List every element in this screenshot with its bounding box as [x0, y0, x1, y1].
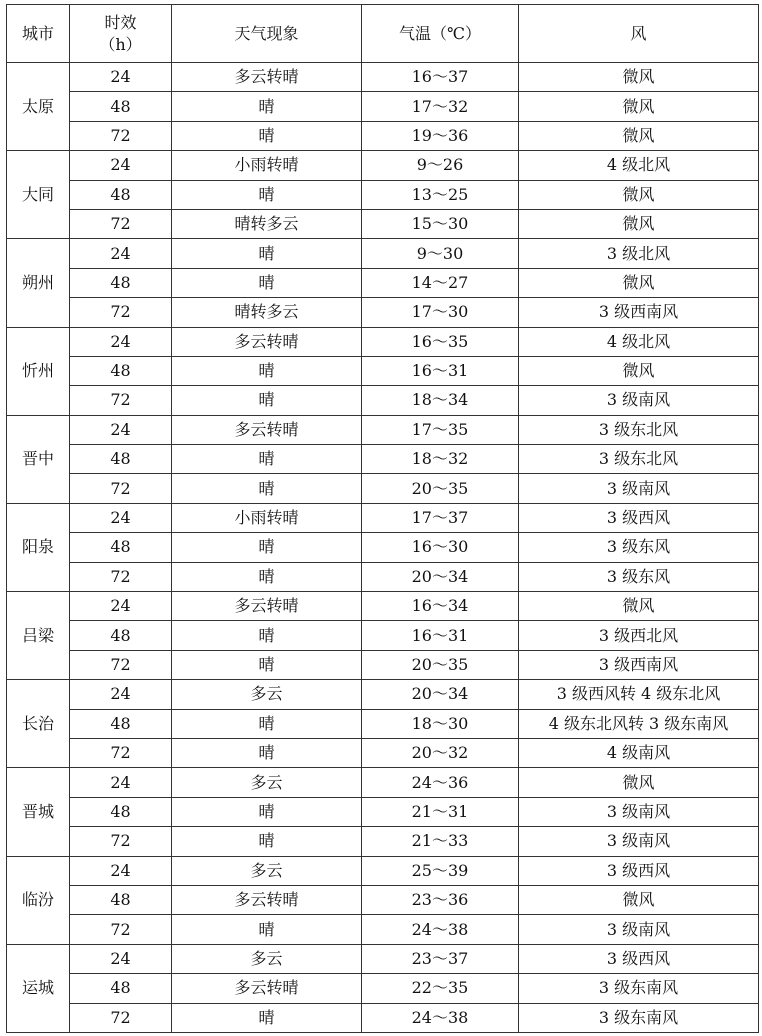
city-name-cell: 运城 — [7, 944, 70, 1032]
table-row — [7, 650, 759, 679]
weather-cell: 晴 — [172, 621, 362, 650]
time-cell: 72 — [70, 121, 172, 150]
table-row — [7, 797, 759, 826]
city-name-cell: 太原 — [7, 63, 70, 151]
table-row — [7, 327, 759, 356]
weather-cell: 多云转晴 — [172, 327, 362, 356]
wind-cell: 3 级东北风 — [519, 415, 759, 444]
temp-cell: 20～34 — [362, 680, 519, 709]
city-name-cell: 忻州 — [7, 327, 70, 415]
temp-cell: 16～37 — [362, 63, 519, 92]
table-row — [7, 121, 759, 150]
temp-cell: 20～35 — [362, 650, 519, 679]
wind-cell: 微风 — [519, 356, 759, 385]
table-row — [7, 533, 759, 562]
weather-cell: 多云 — [172, 680, 362, 709]
table-row — [7, 503, 759, 532]
temp-cell: 18～34 — [362, 386, 519, 415]
table-row — [7, 415, 759, 444]
temp-cell: 20～35 — [362, 474, 519, 503]
wind-cell: 3 级南风 — [519, 827, 759, 856]
city-name-cell: 晋中 — [7, 415, 70, 503]
temp-cell: 18～32 — [362, 445, 519, 474]
table-header — [7, 5, 759, 63]
header-weather: 天气现象 — [172, 5, 362, 63]
temp-cell: 23～37 — [362, 944, 519, 973]
time-cell: 24 — [70, 63, 172, 92]
time-cell: 72 — [70, 915, 172, 944]
time-cell: 24 — [70, 239, 172, 268]
temp-cell: 16～34 — [362, 592, 519, 621]
weather-cell: 晴 — [172, 386, 362, 415]
table-row — [7, 885, 759, 914]
wind-cell: 3 级东南风 — [519, 974, 759, 1003]
weather-cell: 晴 — [172, 121, 362, 150]
wind-cell: 3 级南风 — [519, 386, 759, 415]
time-cell: 24 — [70, 503, 172, 532]
time-cell: 24 — [70, 768, 172, 797]
temp-cell: 18～30 — [362, 709, 519, 738]
temp-cell: 17～32 — [362, 92, 519, 121]
time-cell: 72 — [70, 827, 172, 856]
wind-cell: 3 级西风 — [519, 944, 759, 973]
wind-cell: 3 级东北风 — [519, 445, 759, 474]
table-row — [7, 151, 759, 180]
time-cell: 72 — [70, 650, 172, 679]
wind-cell: 3 级西风 — [519, 503, 759, 532]
wind-cell: 3 级东南风 — [519, 1003, 759, 1032]
header-city: 城市 — [7, 5, 70, 63]
time-cell: 48 — [70, 709, 172, 738]
weather-cell: 晴 — [172, 650, 362, 679]
time-cell: 24 — [70, 592, 172, 621]
wind-cell: 微风 — [519, 209, 759, 238]
table-row — [7, 738, 759, 767]
temp-cell: 22～35 — [362, 974, 519, 1003]
wind-cell: 微风 — [519, 768, 759, 797]
wind-cell: 3 级南风 — [519, 797, 759, 826]
temp-cell: 20～34 — [362, 562, 519, 591]
table-row — [7, 856, 759, 885]
table-row — [7, 680, 759, 709]
temp-cell: 20～32 — [362, 738, 519, 767]
weather-cell: 晴 — [172, 915, 362, 944]
table-row — [7, 386, 759, 415]
table-row — [7, 1003, 759, 1032]
weather-cell: 晴 — [172, 92, 362, 121]
city-name-cell: 大同 — [7, 151, 70, 239]
wind-cell: 3 级东风 — [519, 562, 759, 591]
time-cell: 72 — [70, 298, 172, 327]
weather-cell: 晴转多云 — [172, 209, 362, 238]
header-time-line2: （h） — [99, 34, 142, 54]
wind-cell: 微风 — [519, 592, 759, 621]
weather-cell: 晴 — [172, 738, 362, 767]
weather-cell: 晴 — [172, 533, 362, 562]
wind-cell: 微风 — [519, 63, 759, 92]
header-wind: 风 — [519, 5, 759, 63]
time-cell: 48 — [70, 885, 172, 914]
table-body — [7, 63, 759, 1033]
table-row — [7, 915, 759, 944]
city-name-cell: 长治 — [7, 680, 70, 768]
table-row — [7, 445, 759, 474]
time-cell: 72 — [70, 474, 172, 503]
wind-cell: 微风 — [519, 180, 759, 209]
time-cell: 24 — [70, 944, 172, 973]
wind-cell: 3 级西南风 — [519, 650, 759, 679]
time-cell: 24 — [70, 415, 172, 444]
time-cell: 48 — [70, 974, 172, 1003]
temp-cell: 13～25 — [362, 180, 519, 209]
weather-cell: 晴 — [172, 239, 362, 268]
wind-cell: 4 级北风 — [519, 327, 759, 356]
weather-cell: 晴 — [172, 445, 362, 474]
weather-cell: 晴 — [172, 474, 362, 503]
table-row — [7, 356, 759, 385]
city-name-cell: 临汾 — [7, 856, 70, 944]
table-row — [7, 298, 759, 327]
city-name-cell: 朔州 — [7, 239, 70, 327]
wind-cell: 3 级南风 — [519, 915, 759, 944]
weather-cell: 多云转晴 — [172, 974, 362, 1003]
time-cell: 72 — [70, 1003, 172, 1032]
weather-cell: 晴 — [172, 709, 362, 738]
city-name-cell: 吕梁 — [7, 592, 70, 680]
weather-cell: 多云转晴 — [172, 415, 362, 444]
wind-cell: 微风 — [519, 268, 759, 297]
table-row — [7, 180, 759, 209]
time-cell: 72 — [70, 386, 172, 415]
temp-cell: 16～30 — [362, 533, 519, 562]
temp-cell: 25～39 — [362, 856, 519, 885]
temp-cell: 21～31 — [362, 797, 519, 826]
wind-cell: 3 级南风 — [519, 474, 759, 503]
wind-cell: 3 级北风 — [519, 239, 759, 268]
temp-cell: 16～31 — [362, 621, 519, 650]
weather-cell: 多云转晴 — [172, 63, 362, 92]
weather-cell: 晴 — [172, 356, 362, 385]
wind-cell: 微风 — [519, 885, 759, 914]
header-temp: 气温（℃） — [362, 5, 519, 63]
weather-cell: 晴 — [172, 562, 362, 591]
table-row — [7, 709, 759, 738]
time-cell: 72 — [70, 738, 172, 767]
table-row — [7, 592, 759, 621]
header-row — [7, 5, 759, 63]
time-cell: 48 — [70, 445, 172, 474]
time-cell: 72 — [70, 562, 172, 591]
table-row — [7, 621, 759, 650]
weather-cell: 多云 — [172, 768, 362, 797]
temp-cell: 19～36 — [362, 121, 519, 150]
table-row — [7, 974, 759, 1003]
temp-cell: 17～37 — [362, 503, 519, 532]
time-cell: 48 — [70, 797, 172, 826]
wind-cell: 3 级西风转 4 级东北风 — [519, 680, 759, 709]
weather-cell: 晴 — [172, 827, 362, 856]
table-row — [7, 239, 759, 268]
wind-cell: 微风 — [519, 121, 759, 150]
weather-cell: 晴 — [172, 1003, 362, 1032]
wind-cell: 4 级东北风转 3 级东南风 — [519, 709, 759, 738]
table-row — [7, 474, 759, 503]
temp-cell: 9～30 — [362, 239, 519, 268]
weather-cell: 多云 — [172, 944, 362, 973]
temp-cell: 9～26 — [362, 151, 519, 180]
table-row — [7, 209, 759, 238]
weather-cell: 多云转晴 — [172, 592, 362, 621]
time-cell: 48 — [70, 621, 172, 650]
weather-cell: 晴 — [172, 268, 362, 297]
temp-cell: 23～36 — [362, 885, 519, 914]
temp-cell: 24～38 — [362, 915, 519, 944]
time-cell: 48 — [70, 180, 172, 209]
weather-cell: 晴 — [172, 797, 362, 826]
city-name-cell: 阳泉 — [7, 503, 70, 591]
temp-cell: 17～35 — [362, 415, 519, 444]
wind-cell: 3 级西风 — [519, 856, 759, 885]
wind-cell: 3 级西南风 — [519, 298, 759, 327]
wind-cell: 4 级北风 — [519, 151, 759, 180]
wind-cell: 微风 — [519, 92, 759, 121]
weather-cell: 小雨转晴 — [172, 151, 362, 180]
time-cell: 72 — [70, 209, 172, 238]
forecast-table — [6, 4, 759, 1033]
temp-cell: 14～27 — [362, 268, 519, 297]
time-cell: 48 — [70, 533, 172, 562]
temp-cell: 21～33 — [362, 827, 519, 856]
header-time — [70, 5, 172, 63]
temp-cell: 17～30 — [362, 298, 519, 327]
wind-cell: 3 级西北风 — [519, 621, 759, 650]
weather-cell: 晴 — [172, 180, 362, 209]
temp-cell: 24～38 — [362, 1003, 519, 1032]
temp-cell: 15～30 — [362, 209, 519, 238]
time-cell: 48 — [70, 92, 172, 121]
weather-cell: 多云转晴 — [172, 885, 362, 914]
temp-cell: 16～31 — [362, 356, 519, 385]
time-cell: 48 — [70, 268, 172, 297]
table-row — [7, 768, 759, 797]
city-name-cell: 晋城 — [7, 768, 70, 856]
temp-cell: 16～35 — [362, 327, 519, 356]
time-cell: 48 — [70, 356, 172, 385]
weather-cell: 晴转多云 — [172, 298, 362, 327]
table-row — [7, 268, 759, 297]
time-cell: 24 — [70, 680, 172, 709]
weather-cell: 小雨转晴 — [172, 503, 362, 532]
wind-cell: 3 级东风 — [519, 533, 759, 562]
table-row — [7, 562, 759, 591]
time-cell: 24 — [70, 856, 172, 885]
temp-cell: 24～36 — [362, 768, 519, 797]
table-row — [7, 944, 759, 973]
table-row — [7, 63, 759, 92]
time-cell: 24 — [70, 327, 172, 356]
table-row — [7, 92, 759, 121]
weather-cell: 多云 — [172, 856, 362, 885]
wind-cell: 4 级南风 — [519, 738, 759, 767]
table-row — [7, 827, 759, 856]
time-cell: 24 — [70, 151, 172, 180]
header-time-line1: 时效 — [104, 12, 137, 32]
